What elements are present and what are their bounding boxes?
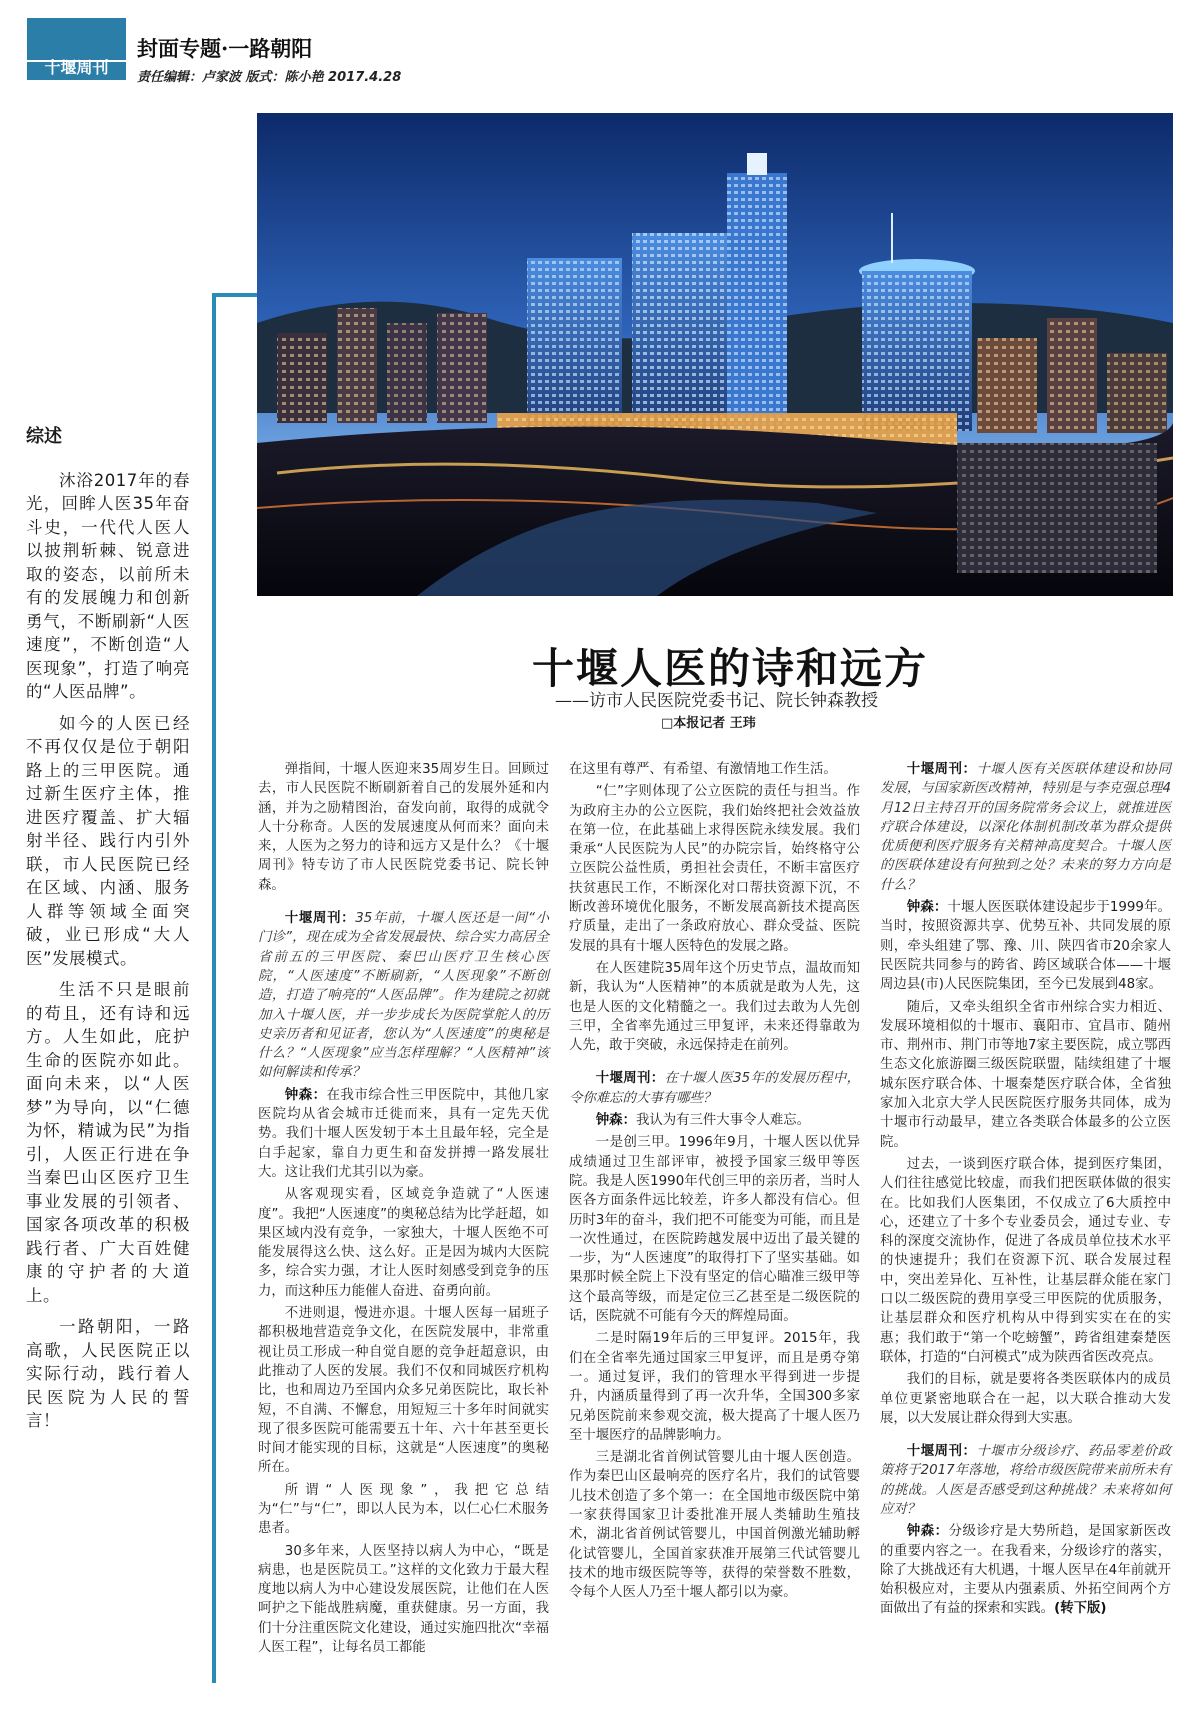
answer-text: 十堰人医医联体建设起步于1999年。当时，按照资源共享、优势互补、共同发展的原则，牵头组建了鄂、豫、川、陕四省市20余家人民医院共同参与的跨省、跨区域联合体——十堰周边县(市)人民医院集团，至今已发展到48家。 [880,900,1172,993]
city-night-skyline-photo [257,113,1173,596]
decorative-bracket [212,293,257,1683]
article-byline: □本报记者 王玮 [661,716,756,731]
answer-text: 在我市综合性三甲医院中，其他几家医院均从省会城市迁徙而来，具有一定先天优势。我们十堰人医发轫于本土且最年轻，完全是白手起家，靠自力更生和奋发拼搏一路发展壮大。这让我们尤其引以为豪。 [258,1087,550,1180]
summary-heading: 综述 [26,426,62,447]
interview-question [258,909,549,1083]
continued-note: (转下版) [1054,1601,1107,1617]
body-paragraph: 所谓“人医现象”，我把它总结为“仁”与“仁”，即以人民为本，以仁心仁术服务患者。 [258,1482,549,1537]
answer-text: 分级诊疗是大势所趋，是国家新医改的重要内容之一。在我看来，分级诊疗的落实，除了大挑战还有大机遇，十堰人医早在4年前就开始积极应对，主要从内强素质、外拓空间两个方面做出了有益的探索和实践。 [880,1524,1172,1617]
speaker-label: 十堰周刊： [906,1444,977,1460]
body-paragraph: 二是时隔19年后的三甲复评。2015年，我们在全省率先通过国家三甲复评，而且是勇夺第一。通过复评，我们的管理水平得到进一步提升，内涵质量得到了再一次升华，全国300多家兄弟医院前来参观交流，极大提高了十堰人医乃至十堰医疗的品牌影响力。 [569,1331,860,1443]
speaker-label: 钟森： [284,1087,327,1103]
interview-question [880,760,1171,895]
body-paragraph: 三是湖北省首例试管婴儿由十堰人医创造。作为秦巴山区最响亮的医疗名片，我们的试管婴儿技术创造了多个第一：在全国地市级医院中第一家获得国家卫计委批准开展人类辅助生殖技术，湖北省首例试管婴儿，中国首例激光辅助孵化试管婴儿，全国首家获准开展第三代试管婴儿技术的地市级医院等等，获得的荣誉数不胜数，令每个人医人乃至十堰人都引以为豪。 [569,1450,860,1601]
summary-paragraph: 沐浴2017年的春光，回眸人医35年奋斗史，一代代人医人以披荆斩棘、锐意进取的姿态，以前所未有的发展魄力和创新勇气，不断刷新“人医速度”，不断创造“人医现象”，打造了响亮的“人医品牌”。 [26,470,190,701]
body-paragraph: 从客观现实看，区域竞争造就了“人医速度”。我把“人医速度”的奥秘总结为比学赶超，如果区域内没有竞争，一家独大，十堰人医绝不可能发展得这么快、这么好。正是因为城内大医院多，综合实力强，才让人医时刻感受到竞争的压力，而这种压力能催人奋进、奋勇向前。 [258,1187,549,1299]
interview-answer [258,1086,549,1182]
body-paragraph: “仁”字则体现了公立医院的责任与担当。作为政府主办的公立医院，我们始终把社会效益放在第一位，在此基础上求得医院永续发展。我们秉承“人民医院为人民”的办院宗旨，始终格守公立医院公益性质，勇担社会责任，不断丰富医疗扶贫惠民工作，不断深化对口帮扶资源下沉，不断改善环境优化服务，不断发展高新技术提高医疗质量，走出了一条政府放心、群众受益、医院发展的具有十堰人医特色的发展之路。 [569,784,860,954]
interview-question [880,1442,1171,1519]
summary-sidebar [26,425,190,1441]
summary-paragraph: 生活不只是眼前的苟且，还有诗和远方。人生如此，庇护生命的医院亦如此。面向未来，以“人医梦”为导向，以“仁德为怀，精诚为民”为指引，人医正行进在争当秦巴山区医疗卫生事业发展的引领者、国家各项改革的积极践行者、广大百姓健康的守护者的大道上。 [26,980,190,1305]
body-paragraph: 在这里有尊严、有希望、有激情地工作生活。 [569,762,837,777]
interview-answer [880,898,1171,994]
body-paragraph: 不进则退，慢进亦退。十堰人医每一届班子都积极地营造竞争文化，在医院发展中，非常重视让员工形成一种自觉自愿的竞争赶超意识，由此推动了人医的发展。我们不仅和同城医疗机构比，也和周边乃至国内众多兄弟医院比，取长补短，不自满、不懈怠，用短短三十多年时间就实现了很多医院可能需要五十年、六十年甚至更长时间才能实现的目标，这就是“人医速度”的奥秘所在。 [258,1306,549,1476]
question-text: 十堰人医有关医联体建设和协同发展，与国家新医改精神，特别是与李克强总理4月12日主持召开的国务院常务会议上，就推进医疗联合体建设，以深化体制机制改革为群众提供优质便利医疗服务有关精神高度契合。十堰人医的医联体建设有何独到之处？未来的努力方向是什么？ [880,762,1172,893]
interview-answer [569,1111,860,1130]
question-text: 35年前，十堰人医还是一间“小门诊”，现在成为全省发展最快、综合实力高居全省前五的三甲医院、秦巴山医疗卫生核心医院，“人医速度”不断刷新，“人医现象”不断创造，打造了响亮的“人医品牌”。作为建院之初就加入十堰人医，并一步步成长为医院掌舵人的历史亲历者和见证者，您认为“人医速度”的奥秘是什么？“人医现象”应当怎样理解？“人医精神”该如何解读和传承？ [258,911,549,1081]
body-paragraph: 在人医建院35周年这个历史节点，温故而知新，我认为“人医精神”的本质就是敢为人先，这也是人医的文化精髓之一。我们过去敢为人先创三甲，全省率先通过三甲复评，未来还得靠敢为人先，敢于突破，永远保持走在前列。 [569,960,860,1054]
article-column-3 [880,760,1171,1622]
section-title: 封面专题·一路朝阳 [137,36,313,61]
speaker-label: 十堰周刊： [595,1071,665,1087]
question-text: 在十堰人医35年的发展历程中，令你难忘的大事有哪些？ [569,1071,860,1106]
body-paragraph: 我们的目标，就是要将各类医联体内的成员单位更紧密地联合在一起，以大联合推动大发展，以大发展让群众得到大实惠。 [880,1372,1171,1426]
body-paragraph: 随后，又牵头组织全省市州综合实力相近、发展环境相似的十堰市、襄阳市、宜昌市、随州市、荆州市、荆门市等地7家主要医院，成立鄂西生态文化旅游圈三级医院联盟，陆续组建了十堰城东医疗联合体、十堰秦楚医疗联合体，全省独家加入北京大学人民医院医疗服务共同体，成为十堰市行动最早，建立各类联合体最多的公立医院。 [880,999,1171,1150]
logo-text: 十堰周刊 [44,58,109,77]
article-column-2 [569,760,860,1605]
body-paragraph: 弹指间，十堰人医迎来35周岁生日。回顾过去，市人民医院不断刷新着自己的发展外延和内涵，并为之励精图治，奋发向前，取得的成就令人十分称奇。人医的发展速度从何而来？面向未来，人医为之努力的诗和远方又是什么？《十堰周刊》特专访了市人民医院党委书记、院长钟森。 [258,762,549,893]
summary-paragraph: 一路朝阳，一路高歌，人民医院正以实际行动，践行着人民医院为人民的誓言！ [26,1317,190,1430]
article-column-1 [258,760,549,1660]
question-text: 十堰市分级诊疗、药品零差价政策将于2017年落地，将给市级医院带来前所未有的挑战。人医是否感受到这种挑战？未来将如何应对？ [880,1444,1172,1517]
article-subheadline: ——访市人民医院党委书记、院长钟森教授 [555,691,878,711]
body-paragraph: 30多年来，人医坚持以病人为中心，“既是病患，也是医院员工。”这样的文化致力于最大程度地以病人为中心建设发展医院，让他们在人医呵护之下能战胜病魔，重获健康。另一方面，我们十分注重医院文化建设，通过实施四批次“幸福人医工程”，让每名员工都能 [258,1543,549,1656]
body-paragraph: 过去，一谈到医疗联合体，提到医疗集团，人们往往感觉比较虚，而我们把医联体做的很实在。比如我们人医集团，不仅成立了6大质控中心，还建立了十多个专业委员会，通过专业、专科的深度交流协作，促进了各成员单位技术水平的快速提升；我们在资源下沉、联合发展过程中，突出差异化、互补性，让基层群众能在家门口以二级医院的费用享受三甲医院的优质服务，让基层群众和医疗机构从中得到实实在在的实惠；我们敢于“第一个吃螃蟹”，跨省组建秦楚医联体，打造的“白河模式”成为陕西省医改亮点。 [880,1156,1171,1365]
interview-answer [880,1522,1171,1618]
speaker-label: 钟森： [595,1113,636,1129]
answer-text: 我认为有三件大事令人难忘。 [635,1113,811,1129]
article-headline: 十堰人医的诗和远方 [531,644,928,693]
speaker-label: 钟森： [906,1524,949,1540]
speaker-label: 钟森： [906,900,948,916]
masthead-logo [27,18,126,80]
summary-paragraph: 如今的人医已经不再仅仅是位于朝阳路上的三甲医院。通过新生医疗主体，推进医疗覆盖、扩大辐射半径、践行内引外联，市人民医院已经在区域、内涵、服务人群等领域全面突破，业已形成“大人医”发展模式。 [26,713,190,968]
speaker-label: 十堰周刊： [906,762,977,777]
interview-question [569,1069,860,1108]
editor-credits: 责任编辑：卢家波 版式：陈小艳 2017.4.28 [137,70,402,85]
speaker-label: 十堰周刊： [284,911,356,927]
body-paragraph: 一是创三甲。1996年9月，十堰人医以优异成绩通过卫生部评审，被授予国家三级甲等医院。我是人医1990年代创三甲的亲历者，当时人医各方面条件远比较差，许多人都没有信心。但历时3年的奋斗，我们把不可能变为可能，而且是一次性通过，在医院跨越发展中迈出了最关键的一步，为“人医速度”的取得打下了坚实基础。如果那时候全院上下没有坚定的信心瞄准三级甲等这个最高等级，而是定位三乙甚至是二级医院的话，医院就不可能有今天的辉煌局面。 [569,1135,860,1325]
